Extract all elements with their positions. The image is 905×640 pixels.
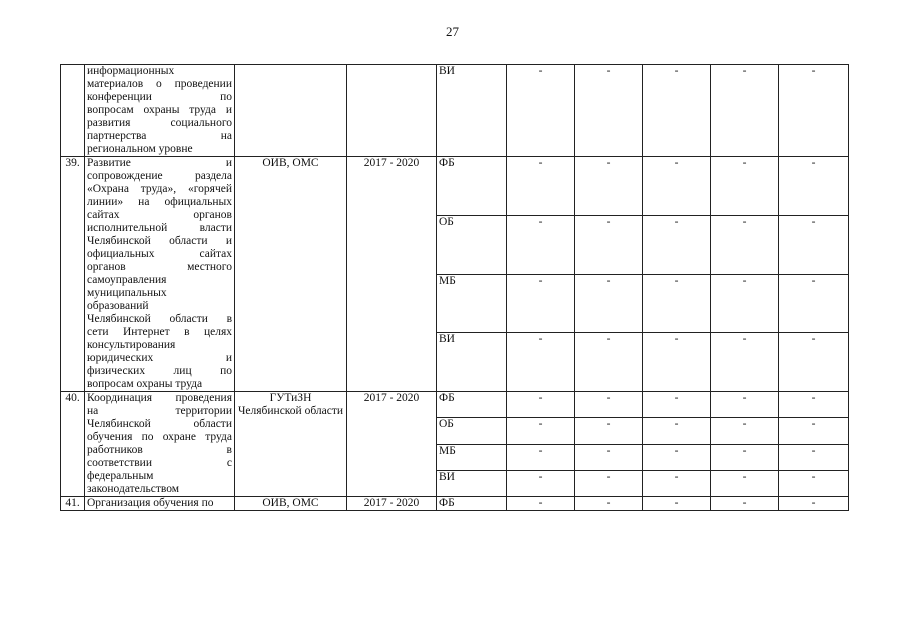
funding-source: ФБ — [437, 497, 507, 511]
measure-name-line: официальных сайтах — [87, 248, 232, 260]
funding-value: - — [507, 497, 575, 511]
measure-name-line: партнерства на — [87, 130, 232, 142]
funding-value: - — [643, 157, 711, 216]
executor: ОИВ, ОМС — [235, 497, 347, 511]
table-row — [61, 497, 849, 511]
funding-value: - — [779, 333, 849, 392]
measure-name-line: исполнительной власти — [87, 222, 232, 234]
funding-source: ФБ — [437, 157, 507, 216]
funding-value: - — [643, 215, 711, 274]
funding-source: ВИ — [437, 65, 507, 157]
measure-name-line: информационных — [87, 65, 175, 77]
measure-name-line: работников в — [87, 444, 232, 456]
funding-source: ФБ — [437, 392, 507, 418]
measure-name-line: обучения по охране труда — [87, 431, 232, 443]
funding-value: - — [575, 215, 643, 274]
measure-name-line: Организация обучения по — [87, 497, 214, 509]
funding-value: - — [507, 470, 575, 496]
funding-source: ОБ — [437, 418, 507, 444]
funding-value: - — [779, 470, 849, 496]
item-number: 39. — [61, 157, 85, 392]
measure-name-line: развития социального — [87, 117, 232, 129]
table-row — [61, 392, 849, 418]
funding-value: - — [711, 418, 779, 444]
funding-value: - — [779, 274, 849, 333]
funding-value: - — [507, 444, 575, 470]
funding-value: - — [779, 418, 849, 444]
funding-value: - — [507, 274, 575, 333]
funding-value: - — [575, 497, 643, 511]
measure-name-line: вопросам охраны труда и — [87, 104, 232, 116]
measure-name-line: Челябинской области и — [87, 235, 232, 247]
funding-value: - — [779, 497, 849, 511]
measure-name-line: Челябинской области в — [87, 313, 232, 325]
measures-table — [60, 64, 849, 511]
funding-source: МБ — [437, 274, 507, 333]
measure-name-line: Координация проведения — [87, 392, 232, 404]
funding-value: - — [779, 157, 849, 216]
funding-source: ОБ — [437, 215, 507, 274]
measure-name-line: образований — [87, 300, 149, 312]
measure-name-line: вопросам охраны труда — [87, 378, 203, 390]
funding-value: - — [643, 470, 711, 496]
measure-name-line: сайтах органов — [87, 209, 232, 221]
measure-name-line: «Охрана труда», «горячей — [87, 183, 232, 195]
funding-source: ВИ — [437, 470, 507, 496]
measure-name — [85, 497, 235, 511]
item-number: 41. — [61, 497, 85, 511]
funding-value: - — [711, 215, 779, 274]
period: 2017 - 2020 — [347, 497, 437, 511]
funding-value: - — [507, 65, 575, 157]
funding-value: - — [643, 333, 711, 392]
funding-value: - — [711, 392, 779, 418]
funding-value: - — [711, 333, 779, 392]
funding-value: - — [507, 215, 575, 274]
funding-source: ВИ — [437, 333, 507, 392]
funding-value: - — [711, 444, 779, 470]
table-row — [61, 65, 849, 157]
measure-name-line: сопровождение раздела — [87, 170, 232, 182]
funding-value: - — [643, 418, 711, 444]
measure-name — [85, 392, 235, 497]
funding-value: - — [575, 65, 643, 157]
measure-name-line: сети Интернет в целях — [87, 326, 232, 338]
funding-value: - — [711, 470, 779, 496]
measure-name-line: региональном уровне — [87, 143, 193, 155]
funding-value: - — [643, 65, 711, 157]
funding-value: - — [643, 274, 711, 333]
funding-value: - — [575, 392, 643, 418]
measure-name-line: Челябинской области — [87, 418, 232, 430]
measure-name — [85, 65, 235, 157]
measure-name-line: самоуправления — [87, 274, 167, 286]
funding-value: - — [711, 274, 779, 333]
measure-name-line: на территории — [87, 405, 232, 417]
funding-value: - — [643, 497, 711, 511]
table-row — [61, 157, 849, 216]
funding-value: - — [575, 418, 643, 444]
executor — [235, 65, 347, 157]
measure-name-line: законодательством — [87, 483, 180, 495]
period: 2017 - 2020 — [347, 392, 437, 497]
page-number: 27 — [446, 24, 459, 39]
funding-value: - — [575, 444, 643, 470]
funding-value: - — [575, 157, 643, 216]
measure-name-line: консультирования — [87, 339, 176, 351]
measure-name-line: физических лиц по — [87, 365, 232, 377]
funding-value: - — [575, 274, 643, 333]
funding-value: - — [711, 497, 779, 511]
executor: ОИВ, ОМС — [235, 157, 347, 392]
funding-value: - — [507, 157, 575, 216]
item-number — [61, 65, 85, 157]
funding-source: МБ — [437, 444, 507, 470]
funding-value: - — [779, 392, 849, 418]
item-number: 40. — [61, 392, 85, 497]
funding-value: - — [507, 392, 575, 418]
measure-name — [85, 157, 235, 392]
funding-value: - — [507, 418, 575, 444]
measure-name-line: муниципальных — [87, 287, 167, 299]
funding-value: - — [779, 444, 849, 470]
measure-name-line: федеральным — [87, 470, 154, 482]
period: 2017 - 2020 — [347, 157, 437, 392]
funding-value: - — [575, 470, 643, 496]
measure-name-line: органов местного — [87, 261, 232, 273]
measure-name-line: юридических и — [87, 352, 232, 364]
funding-value: - — [779, 65, 849, 157]
executor: ГУТиЗН Челябинской области — [235, 392, 347, 497]
funding-value: - — [643, 444, 711, 470]
funding-value: - — [779, 215, 849, 274]
funding-value: - — [575, 333, 643, 392]
measure-name-line: Развитие и — [87, 157, 232, 169]
measure-name-line: материалов о проведении — [87, 78, 232, 90]
funding-value: - — [711, 157, 779, 216]
funding-value: - — [507, 333, 575, 392]
funding-value: - — [643, 392, 711, 418]
funding-value: - — [711, 65, 779, 157]
measure-name-line: соответствии с — [87, 457, 232, 469]
measure-name-line: конференции по — [87, 91, 232, 103]
period — [347, 65, 437, 157]
measure-name-line: линии» на официальных — [87, 196, 232, 208]
